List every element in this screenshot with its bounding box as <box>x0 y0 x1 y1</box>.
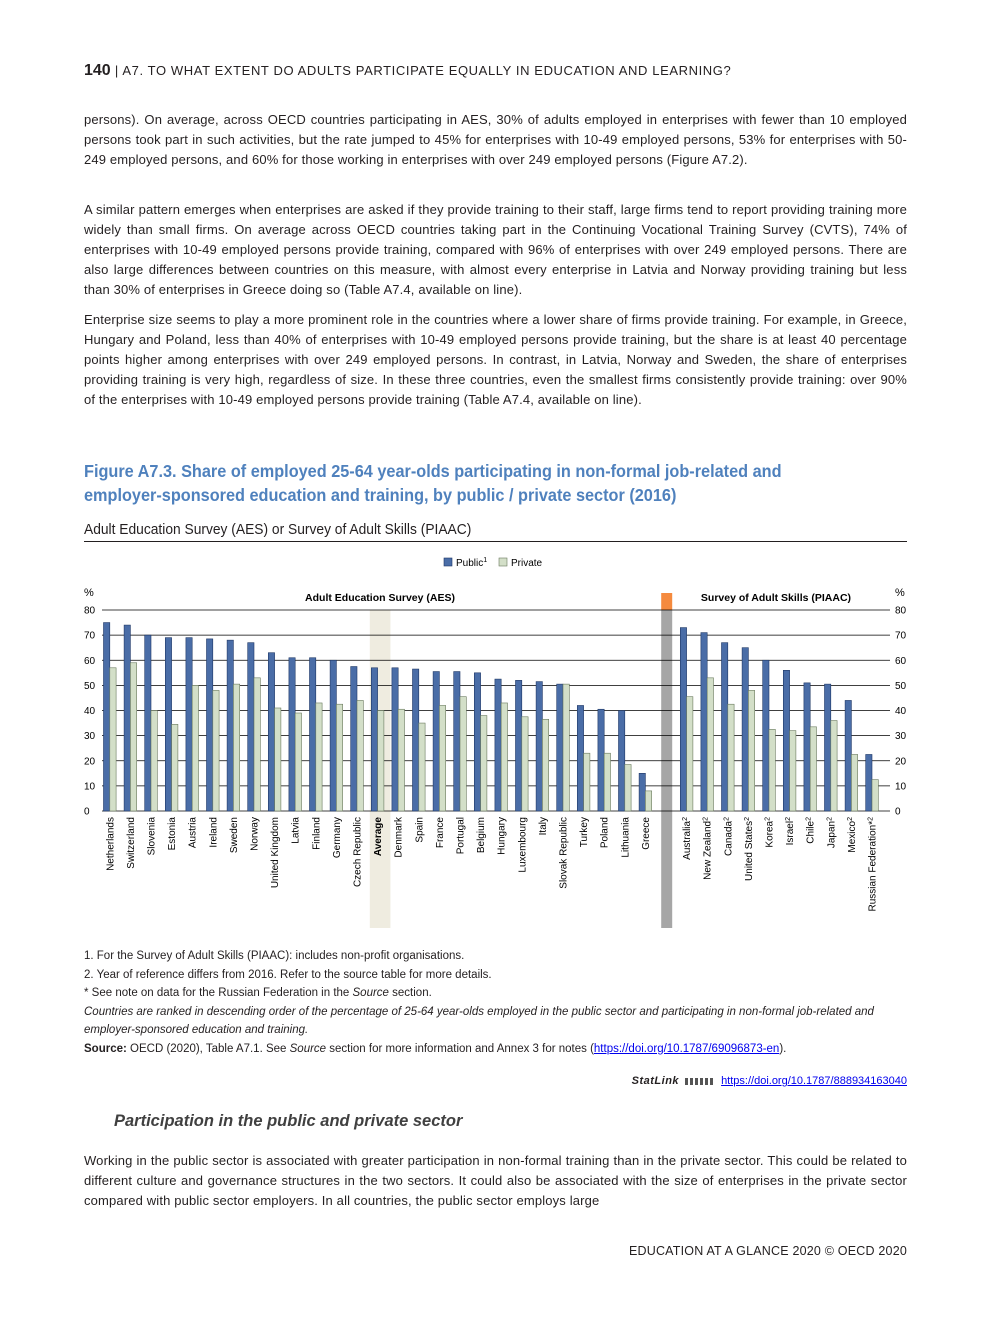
bar-public <box>825 684 831 811</box>
bar-public <box>516 680 522 811</box>
bar-private <box>687 697 693 811</box>
bar-private <box>563 684 569 811</box>
statlink-url[interactable]: https://doi.org/10.1787/888934163040 <box>721 1075 907 1087</box>
bar-private <box>748 690 754 811</box>
y-tick-label-right: 20 <box>895 756 907 768</box>
y-tick-label-left: 50 <box>84 680 96 692</box>
y-tick-label-left: 80 <box>84 605 96 617</box>
category-label-piaac: Chile$^2$ <box>805 817 817 844</box>
y-tick-label-right: 50 <box>895 680 907 692</box>
figure-title: Figure A7.3. Share of employed 25-64 year-olds participating in non-formal job-related and employer-sponsored education and training, by public / private sector (2016) <box>84 461 782 505</box>
bar-private <box>831 721 837 811</box>
category-label-aes: Austria <box>187 817 199 849</box>
bar-private <box>769 729 775 811</box>
category-label-aes: Netherlands <box>105 817 117 871</box>
bar-private <box>357 700 363 811</box>
category-label-aes: Slovak Republic <box>558 817 570 889</box>
bar-public <box>186 638 192 811</box>
category-label-aes: Latvia <box>290 817 302 844</box>
bar-public <box>639 773 645 811</box>
category-label-aes: Greece <box>640 817 652 850</box>
y-tick-label-right: 70 <box>895 630 907 642</box>
y-tick-label-left: 0 <box>84 806 90 818</box>
body-paragraph-1: persons). On average, across OECD countries participating in AES, 30% of adults employed in enterprises with fewer than 10 employed persons took part in such activities, but the rate jumped to 45% for enterprises with 10-49 employed persons, 53% for enterprises with 50-249 employed persons, and 60% for those working in enterprises with over 249 employed persons (Figure A7.2). <box>84 112 907 167</box>
bar-public <box>310 658 316 811</box>
y-tick-label-left: 60 <box>84 655 96 667</box>
bar-private <box>130 663 136 811</box>
bar-private <box>254 678 260 811</box>
bar-private <box>604 753 610 811</box>
category-label-aes: Poland <box>599 817 611 849</box>
category-label-piaac: Japan$^2$ <box>826 817 838 849</box>
y-tick-label-left: 70 <box>84 630 96 642</box>
legend-public-label: Public$^1$ <box>456 557 488 569</box>
category-label-aes: Portugal <box>455 817 467 855</box>
category-label-aes: Sweden <box>228 817 240 854</box>
category-label-piaac: Canada$^2$ <box>723 817 735 856</box>
y-tick-label-left: 40 <box>84 706 96 717</box>
note-3-b: Source <box>352 987 389 999</box>
bar-private <box>213 690 219 811</box>
category-label-piaac: New Zealand$^2$ <box>702 817 714 880</box>
figure-subtitle <box>84 521 907 542</box>
bar-private <box>790 731 796 811</box>
category-label-aes: Spain <box>414 817 426 843</box>
source-d: ). <box>779 1042 787 1055</box>
bar-public <box>124 625 130 811</box>
y-tick-label-right: 40 <box>895 706 907 717</box>
bar-private <box>810 727 816 811</box>
bar-private <box>481 716 487 811</box>
category-label-aes: Hungary <box>496 817 508 855</box>
group-title-piaac: Survey of Adult Skills (PIAAC) <box>700 592 852 604</box>
group-title-aes: Adult Education Survey (AES) <box>305 592 455 604</box>
bar-public <box>866 754 872 811</box>
page-number: 140 <box>84 62 111 79</box>
bar-private <box>233 684 239 811</box>
category-label-aes: France <box>434 817 446 849</box>
bar-private <box>707 678 713 811</box>
bar-public <box>680 628 686 811</box>
bar-private <box>728 704 734 811</box>
bar-public <box>598 709 604 811</box>
bar-public <box>248 643 254 811</box>
bar-private <box>501 703 507 811</box>
header-separator: | <box>110 63 123 78</box>
category-label-aes: Estonia <box>167 817 179 851</box>
y-tick-label-left: 20 <box>84 756 96 768</box>
bar-public <box>701 633 707 811</box>
y-tick-label-left: 10 <box>84 781 96 793</box>
body-paragraph-4: Working in the public sector is associated with greater participation in non-formal training than in the private sector. This could be related to different culture and governance structures in the two sectors. It could also be associated with the size of enterprises in the private sector compared with public sector employers. In all countries, the public sector employs large <box>84 1153 907 1208</box>
bar-private <box>336 704 342 811</box>
note-3-c: section. <box>388 987 432 999</box>
ranking-note: Countries are ranked in descending order of the percentage of 25-64 year-olds employed in the public sector and participating in non-formal job-related and employer-sponsored education and training. <box>84 1005 874 1036</box>
bar-private <box>645 791 651 811</box>
bar-public <box>845 700 851 811</box>
category-label-aes: Belgium <box>476 817 488 854</box>
bar-private <box>542 719 548 811</box>
chapter-title: A7. TO WHAT EXTENT DO ADULTS PARTICIPATE EQUALLY IN EDUCATION AND LEARNING? <box>122 63 732 78</box>
category-label-aes: Lithuania <box>620 817 632 858</box>
bar-public <box>227 640 233 811</box>
bar-public <box>804 683 810 811</box>
category-label-aes: Luxembourg <box>517 817 529 873</box>
bar-private <box>192 685 198 811</box>
bar-private <box>110 668 116 811</box>
bar-public <box>495 679 501 811</box>
y-tick-label-right: 60 <box>895 655 907 667</box>
divider-top-marker <box>661 593 672 610</box>
bar-public <box>433 672 439 811</box>
source-a: OECD (2020), Table A7.1. See <box>126 1042 290 1055</box>
bar-public <box>783 670 789 811</box>
page-header <box>84 62 731 80</box>
bar-public <box>557 684 563 811</box>
bar-private <box>398 709 404 811</box>
bar-public <box>742 648 748 811</box>
category-label-aes: Switzerland <box>125 817 137 869</box>
category-label-aes: Germany <box>331 817 343 859</box>
section-title: Participation in the public and private sector <box>114 1112 463 1130</box>
page-footer: EDUCATION AT A GLANCE 2020 © OECD 2020 <box>628 1244 907 1258</box>
y-tick-label-right: 30 <box>895 731 907 743</box>
category-label-aes: United Kingdom <box>270 817 282 889</box>
note-3 <box>84 984 907 1003</box>
bar-public <box>268 653 274 811</box>
bar-private <box>316 703 322 811</box>
y-axis-label-left: % <box>84 587 94 599</box>
category-label-aes: Average <box>373 817 385 857</box>
bar-private <box>460 697 466 811</box>
figure-subtitle-text: Adult Education Survey (AES) or Survey of Adult Skills (PIAAC) <box>84 521 472 538</box>
bar-public <box>619 711 625 812</box>
legend-public-swatch <box>444 558 452 566</box>
y-tick-label-right: 0 <box>895 806 901 818</box>
statlink-brand: StatLink <box>631 1075 680 1087</box>
bar-private <box>151 711 157 812</box>
bar-public <box>330 660 336 811</box>
source-link[interactable]: https://doi.org/10.1787/69096873-en <box>593 1042 780 1055</box>
note-1: 1. For the Survey of Adult Skills (PIAAC): includes non-profit organisations. <box>84 950 465 962</box>
source-note <box>84 1040 907 1059</box>
bar-private <box>172 724 178 811</box>
category-label-piaac: Russian Federation*$^2$ <box>867 817 879 912</box>
bar-public <box>577 705 583 811</box>
section-divider <box>661 610 672 928</box>
y-axis-label-right: % <box>895 587 905 599</box>
bar-private <box>378 711 384 812</box>
bar-private <box>851 754 857 811</box>
category-label-aes: Czech Republic <box>352 817 364 888</box>
bar-private <box>439 705 445 811</box>
bar-public <box>392 668 398 811</box>
legend-private-swatch <box>499 558 507 566</box>
category-label-aes: Turkey <box>579 817 591 848</box>
bar-chart <box>0 545 992 935</box>
y-tick-label-right: 80 <box>895 605 907 617</box>
bar-private <box>419 723 425 811</box>
category-label-piaac: United States$^2$ <box>743 817 755 881</box>
category-label-aes: Denmark <box>393 817 405 858</box>
category-label-aes: Italy <box>537 817 549 836</box>
note-2: 2. Year of reference differs from 2016. Refer to the source table for more details. <box>84 968 492 981</box>
category-label-aes: Slovenia <box>146 817 158 856</box>
category-label-aes: Finland <box>311 817 323 850</box>
source-c: section for more information and Annex 3 for notes ( <box>326 1042 594 1055</box>
category-label-piaac: Mexico$^2$ <box>846 817 858 853</box>
bar-public <box>207 639 213 811</box>
bar-public <box>763 660 769 811</box>
y-tick-label-right: 10 <box>895 781 907 793</box>
bar-private <box>295 713 301 811</box>
bar-public <box>145 635 151 811</box>
statlink <box>632 1075 907 1087</box>
category-label-aes: Norway <box>249 817 261 851</box>
bar-public <box>536 682 542 811</box>
category-label-aes: Ireland <box>208 817 220 848</box>
bar-public <box>454 672 460 811</box>
statlink-logo-icon <box>685 1078 715 1085</box>
note-3-a: * See note on data for the Russian Federation in the <box>84 987 353 999</box>
bar-public <box>104 623 110 811</box>
bar-private <box>625 765 631 811</box>
bar-public <box>413 669 419 811</box>
source-b: Source <box>289 1042 327 1055</box>
bar-public <box>474 673 480 811</box>
category-label-piaac: Israel$^2$ <box>785 817 797 846</box>
figure-notes <box>84 947 907 1058</box>
bar-public <box>722 643 728 811</box>
y-tick-label-left: 30 <box>84 731 96 743</box>
body-paragraph-2: A similar pattern emerges when enterprises are asked if they provide training to their staff, large firms tend to report providing training more widely than small firms. On average across OECD countries taking part in the Continuing Vocational Training Survey (CVTS), 74% of enterprises with 10-49 employed persons provide training, compared with 96% of enterprises with over 249 employed persons. There are also large differences between countries on this measure, with almost every enterprise in Latvia and Norway providing training but less than 30% of enterprises in Greece doing so (Table A7.4, available on line). <box>84 202 907 297</box>
bar-private <box>522 717 528 811</box>
bar-private <box>872 780 878 811</box>
bar-private <box>584 753 590 811</box>
bar-public <box>371 668 377 811</box>
category-label-piaac: Australia$^2$ <box>682 817 694 860</box>
category-label-piaac: Korea$^2$ <box>764 817 776 848</box>
bar-private <box>275 708 281 811</box>
body-paragraph-3: Enterprise size seems to play a more prominent role in the countries where a lower share of firms provide training. For example, in Greece, Hungary and Poland, less than 40% of enterprises with 10-49 employed persons provide training, but the share is at least 40 percentage points higher among enterprises with over 249 employed persons. In contrast, in Latvia, Norway and Sweden, the share of enterprises providing training is very high, regardless of size. In these three countries, even the smallest firms consistently provide training: over 90% of the enterprises with 10-49 employed persons provide training (Table A7.4, available on line). <box>84 312 907 407</box>
bar-public <box>165 638 171 811</box>
source-label: Source: <box>84 1042 127 1055</box>
bar-public <box>351 667 357 811</box>
legend-private-label: Private <box>511 558 543 569</box>
bar-public <box>289 658 295 811</box>
